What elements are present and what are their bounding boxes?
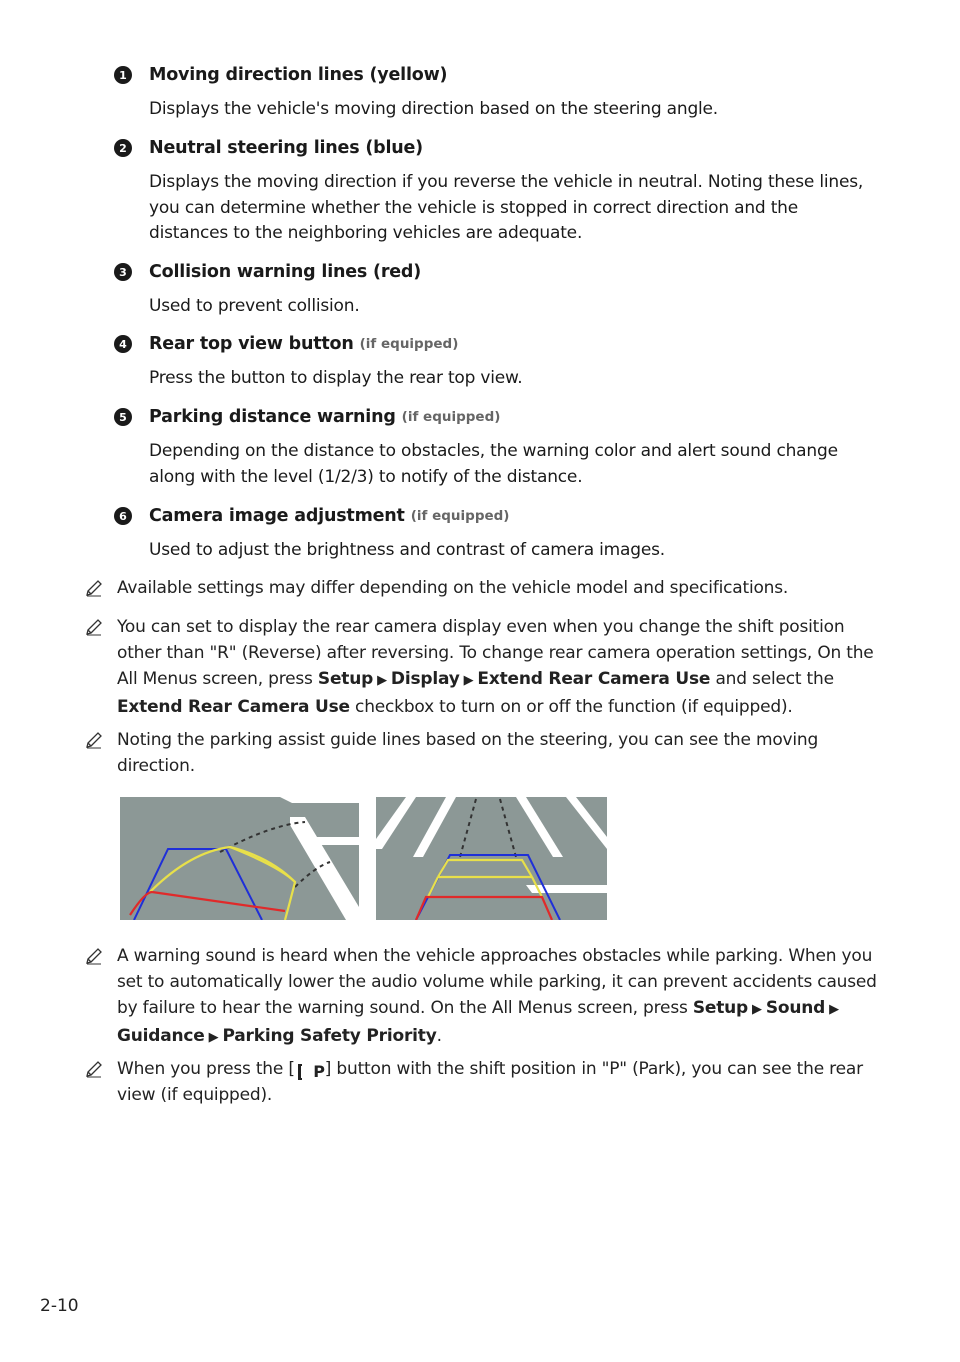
number-badge: 2: [114, 139, 132, 157]
item-description: Press the button to display the rear top view.: [149, 368, 523, 388]
pencil-note-icon: [84, 614, 117, 720]
note-text: [117, 1056, 877, 1108]
pencil-note-icon: [84, 727, 117, 779]
item-6: [114, 502, 874, 564]
pencil-note-icon: [84, 943, 117, 1051]
item-title: Moving direction lines (yellow): [149, 65, 448, 85]
number-badge: 5: [114, 408, 132, 426]
triangle-right-icon: ▶: [377, 673, 387, 688]
menu-display: Display: [390, 669, 460, 689]
rear-park-view-icon: [295, 1062, 325, 1082]
triangle-right-icon: ▶: [752, 1002, 762, 1017]
note-text: [117, 943, 877, 1051]
pencil-note-icon: [84, 575, 117, 602]
number-badge: 4: [114, 335, 132, 353]
menu-setup: Setup: [317, 669, 374, 689]
item-title: Collision warning lines (red): [149, 262, 422, 282]
if-equipped-badge: (if equipped): [401, 409, 501, 425]
if-equipped-badge: (if equipped): [359, 336, 459, 352]
item-title: Rear top view button: [149, 334, 354, 354]
page-number: 2-10: [40, 1296, 79, 1316]
note-text: Available settings may differ depending on the vehicle model and specifications.: [117, 578, 789, 598]
note-text-part: You can set to display the rear camera display even when you change the shift position other than "R" (Reverse) after reversing. To change rear camera operation settings, On the All Menus screen, press: [117, 617, 874, 689]
note-text-part: .: [436, 1026, 442, 1046]
menu-guidance: Guidance: [117, 1026, 205, 1046]
note-text: [117, 614, 877, 720]
item-description: Displays the moving direction if you reverse the vehicle in neutral. Noting these lines, you can determine whether the vehicle is stopped in correct direction and the distances to the neighboring vehicles are adequate.: [149, 172, 864, 243]
item-title: Parking distance warning: [149, 407, 396, 427]
note-guide-lines: [84, 727, 884, 779]
note-text: Noting the parking assist guide lines based on the steering, you can see the moving direction.: [117, 730, 819, 776]
item-title: Neutral steering lines (blue): [149, 138, 423, 158]
note-warning-sound: [84, 943, 884, 1051]
number-badge: 6: [114, 507, 132, 525]
menu-sound: Sound: [765, 998, 826, 1018]
checkbox-extend-rear-camera-use: Extend Rear Camera Use: [117, 697, 350, 717]
number-badge: 1: [114, 66, 132, 84]
item-description: Used to prevent collision.: [149, 296, 360, 316]
triangle-right-icon: ▶: [208, 1030, 219, 1045]
note-park-button: [84, 1056, 884, 1108]
note-settings-differ: [84, 575, 884, 602]
guide-line-figure-steering: [120, 797, 359, 920]
item-description: Displays the vehicle's moving direction based on the steering angle.: [149, 99, 719, 119]
number-badge: 3: [114, 263, 132, 281]
item-description: Depending on the distance to obstacles, the warning color and alert sound change along with the level (1/2/3) to notify of the distance.: [149, 441, 838, 487]
triangle-right-icon: ▶: [829, 1002, 839, 1017]
note-text-part: checkbox to turn on or off the function (if equipped).: [349, 697, 793, 717]
item-description: Used to adjust the brightness and contrast of camera images.: [149, 540, 665, 560]
item-3: [114, 258, 874, 320]
item-4: [114, 330, 874, 392]
menu-parking-safety-priority: Parking Safety Priority: [222, 1026, 437, 1046]
note-text-part: ] button with the shift position in "P" (Park), you can see the rear view (if equipped).: [117, 1059, 863, 1105]
triangle-right-icon: ▶: [463, 673, 474, 688]
item-5: [114, 403, 874, 490]
if-equipped-badge: (if equipped): [410, 508, 510, 524]
item-2: [114, 134, 874, 247]
guide-line-figure-straight: [376, 797, 607, 920]
item-title: Camera image adjustment: [149, 506, 405, 526]
menu-setup: Setup: [692, 998, 749, 1018]
note-text-part: and select the: [710, 669, 834, 689]
note-extend-rear-camera: [84, 614, 884, 720]
menu-extend-rear-camera-use: Extend Rear Camera Use: [477, 669, 711, 689]
park-icon-letter: P: [313, 1062, 325, 1081]
note-text-part: When you press the [: [117, 1059, 295, 1079]
item-1: [114, 61, 874, 123]
pencil-note-icon: [84, 1056, 117, 1108]
note-text-part: A warning sound is heard when the vehicle approaches obstacles while parking. When you set to automatically lower the audio volume while parking, it can prevent accidents caused by failure to hear the warning sound. On the All Menus screen, press: [117, 946, 877, 1018]
